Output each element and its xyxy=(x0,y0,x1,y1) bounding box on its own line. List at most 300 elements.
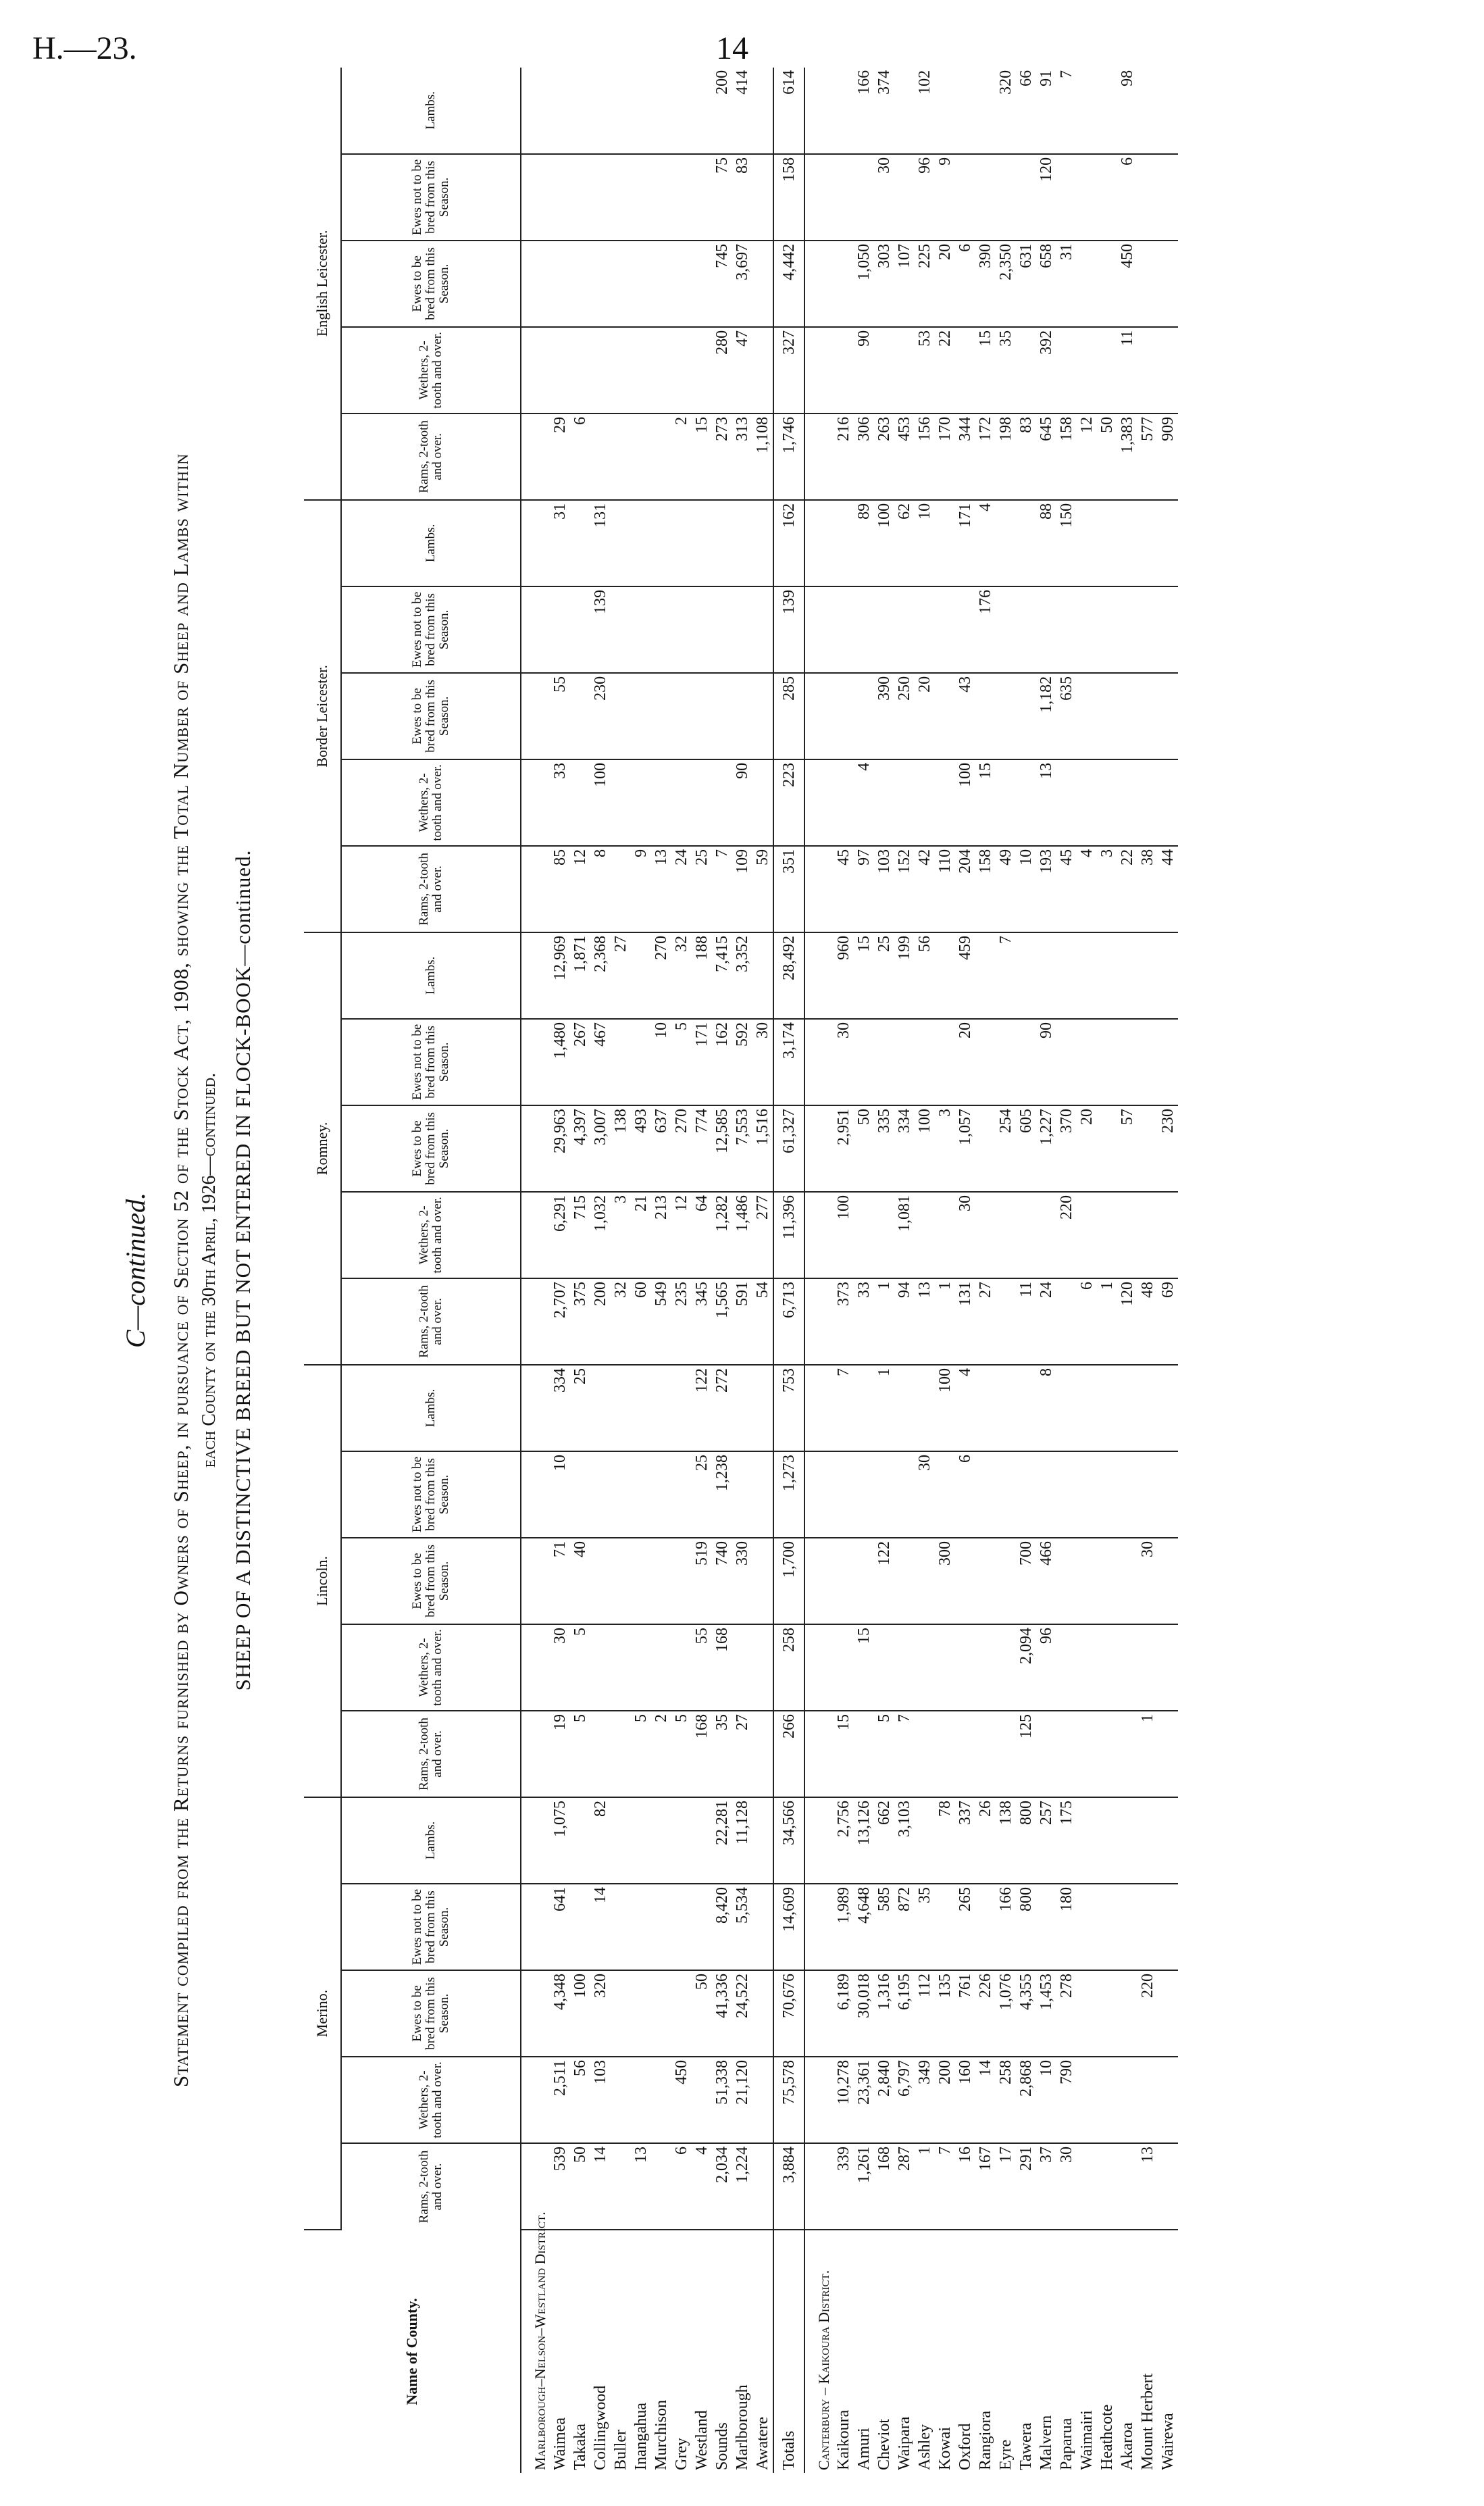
cell-value xyxy=(752,1365,773,1451)
cell-value xyxy=(1117,1019,1137,1105)
cell-value: 273 xyxy=(712,414,732,500)
cell-value: 167 xyxy=(975,2143,996,2230)
cell-value xyxy=(570,154,590,241)
cell-value xyxy=(996,586,1016,673)
table-row xyxy=(854,68,874,2473)
cell-value xyxy=(712,673,732,759)
cell-value: 7 xyxy=(996,932,1016,1019)
cell-value xyxy=(611,1019,631,1105)
cell-value: 220 xyxy=(1056,1192,1077,1278)
subcol-header-ewes-bred: Ewes to be bred from this Season. xyxy=(341,1538,521,1624)
cell-value xyxy=(975,1884,996,1970)
cell-value xyxy=(935,500,955,586)
cell-value xyxy=(1137,68,1158,154)
cell-value xyxy=(996,759,1016,846)
subcol-header-wethers: Wethers, 2-tooth and over. xyxy=(341,1192,521,1278)
cell-value: 320 xyxy=(590,1970,611,2057)
cell-value xyxy=(1097,154,1117,241)
cell-value: 5 xyxy=(631,1711,651,1797)
county-name: Amuri xyxy=(855,2428,873,2470)
cell-value: 30 xyxy=(915,1451,935,1538)
cell-value: 265 xyxy=(955,1884,975,1970)
cell-value xyxy=(975,1538,996,1624)
cell-value xyxy=(1117,2143,1137,2230)
county-name: Grey xyxy=(673,2438,690,2470)
county-name: Ashley xyxy=(916,2424,933,2470)
cell-value xyxy=(1097,1451,1117,1538)
cell-value xyxy=(1158,1970,1178,2057)
county-name: Eyre xyxy=(997,2439,1015,2470)
cell-value: 15 xyxy=(854,1624,874,1711)
cell-value: 103 xyxy=(874,846,894,932)
cell-value xyxy=(550,241,570,327)
cell-value: 45 xyxy=(834,846,854,932)
cell-value: 4 xyxy=(1077,846,1097,932)
cell-value xyxy=(1056,1278,1077,1365)
cell-value xyxy=(692,154,712,241)
cell-value xyxy=(955,586,975,673)
cell-value xyxy=(1137,500,1158,586)
cell-value xyxy=(975,1192,996,1278)
cell-value: 90 xyxy=(732,759,752,846)
cell-value: 175 xyxy=(1056,1797,1077,1884)
table-row xyxy=(732,68,752,2473)
table-row xyxy=(1117,68,1137,2473)
cell-value xyxy=(1077,1884,1097,1970)
cell-value xyxy=(570,500,590,586)
cell-value: 29 xyxy=(550,414,570,500)
cell-value xyxy=(752,2057,773,2143)
subcol-header-wethers: Wethers, 2-tooth and over. xyxy=(341,2057,521,2143)
cell-value: 216 xyxy=(834,414,854,500)
cell-value: 3,352 xyxy=(732,932,752,1019)
cell-value xyxy=(1158,673,1178,759)
cell-value xyxy=(1137,932,1158,1019)
table-row xyxy=(935,68,955,2473)
county-name: Waimea xyxy=(551,2417,569,2470)
cell-value xyxy=(651,1884,671,1970)
cell-value xyxy=(1117,673,1137,759)
cell-value: 78 xyxy=(935,1797,955,1884)
cell-value: 90 xyxy=(1036,1019,1056,1105)
cell-value: 4,348 xyxy=(550,1970,570,2057)
cell-value xyxy=(1158,2143,1178,2230)
cell-value: 373 xyxy=(834,1278,854,1365)
cell-value xyxy=(874,586,894,673)
cell-value: 158 xyxy=(773,154,804,241)
table-row xyxy=(1016,68,1036,2473)
cell-value: 872 xyxy=(894,1884,915,1970)
cell-value: 51,338 xyxy=(712,2057,732,2143)
cell-value xyxy=(752,1884,773,1970)
cell-value xyxy=(611,586,631,673)
cell-value xyxy=(752,1797,773,1884)
cell-value xyxy=(915,1624,935,1711)
cell-value: 50 xyxy=(854,1105,874,1192)
cell-value xyxy=(834,500,854,586)
cell-value: 91 xyxy=(1036,68,1056,154)
cell-value: 337 xyxy=(955,1797,975,1884)
cell-value: 272 xyxy=(712,1365,732,1451)
subcol-header-ewes-not-bred: Ewes not to be bred from this Season. xyxy=(341,154,521,241)
cell-value xyxy=(631,1624,651,1711)
cell-value xyxy=(996,1451,1016,1538)
cell-value xyxy=(1077,327,1097,414)
cell-value: 168 xyxy=(692,1711,712,1797)
cell-value xyxy=(631,759,651,846)
cell-value: 2,350 xyxy=(996,241,1016,327)
cell-value xyxy=(1158,1797,1178,1884)
cell-value: 3,174 xyxy=(773,1019,804,1105)
cell-value: 7 xyxy=(1056,68,1077,154)
cell-value xyxy=(996,500,1016,586)
cell-value xyxy=(1077,68,1097,154)
cell-value xyxy=(975,68,996,154)
cell-value xyxy=(1077,1192,1097,1278)
cell-value xyxy=(935,932,955,1019)
cell-value xyxy=(631,241,651,327)
cell-value xyxy=(671,1451,692,1538)
cell-value: 9 xyxy=(631,846,651,932)
cell-value xyxy=(955,1624,975,1711)
cell-value xyxy=(752,154,773,241)
cell-value: 125 xyxy=(1016,1711,1036,1797)
county-name: Kowai xyxy=(936,2427,954,2470)
cell-value xyxy=(611,154,631,241)
cell-value: 1 xyxy=(915,2143,935,2230)
cell-value: 1,108 xyxy=(752,414,773,500)
cell-value: 69 xyxy=(1158,1278,1178,1365)
cell-value xyxy=(752,1624,773,1711)
cell-value: 6,713 xyxy=(773,1278,804,1365)
breed-header-lincoln: Lincoln. xyxy=(304,1365,341,1797)
cell-value xyxy=(996,1624,1016,1711)
breed-header-border-leicester: Border Leicester. xyxy=(304,500,341,932)
cell-value: 31 xyxy=(550,500,570,586)
cell-value: 753 xyxy=(773,1365,804,1451)
cell-value xyxy=(671,1624,692,1711)
cell-value: 20 xyxy=(935,241,955,327)
cell-value: 112 xyxy=(915,1970,935,2057)
cell-value xyxy=(1016,759,1036,846)
cell-value xyxy=(651,500,671,586)
cell-value: 200 xyxy=(712,68,732,154)
cell-value xyxy=(1036,1451,1056,1538)
cell-value: 27 xyxy=(732,1711,752,1797)
cell-value: 200 xyxy=(590,1278,611,1365)
cell-value xyxy=(752,68,773,154)
table-row xyxy=(874,68,894,2473)
cell-value: 14 xyxy=(590,1884,611,1970)
cell-value: 32 xyxy=(611,1278,631,1365)
cell-value: 291 xyxy=(1016,2143,1036,2230)
table-row xyxy=(712,68,732,2473)
cell-value xyxy=(915,1019,935,1105)
cell-value xyxy=(1077,1711,1097,1797)
cell-value xyxy=(611,1624,631,1711)
cell-value: 96 xyxy=(1036,1624,1056,1711)
breed-header-english-leicester: English Leicester. xyxy=(304,68,341,500)
cell-value xyxy=(631,1451,651,1538)
cell-value xyxy=(671,154,692,241)
cell-value: 100 xyxy=(915,1105,935,1192)
cell-value xyxy=(1077,1797,1097,1884)
cell-value: 277 xyxy=(752,1192,773,1278)
cell-value: 1,453 xyxy=(1036,1970,1056,2057)
cell-value: 82 xyxy=(590,1797,611,1884)
cell-value xyxy=(631,154,651,241)
cell-value xyxy=(1097,1884,1117,1970)
cell-value: 23,361 xyxy=(854,2057,874,2143)
cell-value xyxy=(975,1624,996,1711)
cell-value: 160 xyxy=(955,2057,975,2143)
cell-value xyxy=(1117,1970,1137,2057)
cell-value xyxy=(732,673,752,759)
cell-value: 1,486 xyxy=(732,1192,752,1278)
cell-value: 2,951 xyxy=(834,1105,854,1192)
subcol-header-rams: Rams, 2-tooth and over. xyxy=(341,846,521,932)
cell-value: 700 xyxy=(1016,1538,1036,1624)
cell-value: 21 xyxy=(631,1192,651,1278)
cell-value: 30 xyxy=(834,1019,854,1105)
sheep-table xyxy=(304,68,1178,2473)
cell-value xyxy=(1097,1192,1117,1278)
cell-value: 152 xyxy=(894,846,915,932)
cell-value xyxy=(975,1019,996,1105)
cell-value xyxy=(631,327,651,414)
cell-value: 10 xyxy=(1036,2057,1056,2143)
cell-value: 156 xyxy=(915,414,935,500)
cell-value xyxy=(590,241,611,327)
cell-value: 12 xyxy=(1077,414,1097,500)
cell-value xyxy=(1158,1019,1178,1105)
cell-value xyxy=(611,1884,631,1970)
cell-value xyxy=(874,1451,894,1538)
cell-value: 1,075 xyxy=(550,1797,570,1884)
cell-value xyxy=(1137,1624,1158,1711)
cell-value xyxy=(752,759,773,846)
cell-value xyxy=(712,586,732,673)
cell-value xyxy=(611,673,631,759)
cell-value xyxy=(590,1624,611,1711)
cell-value: 22 xyxy=(935,327,955,414)
cell-value: 83 xyxy=(732,154,752,241)
county-name: Collingwood xyxy=(592,2385,609,2470)
cell-value: 48 xyxy=(1137,1278,1158,1365)
cell-value: 100 xyxy=(935,1365,955,1451)
cell-value xyxy=(1158,932,1178,1019)
cell-value: 50 xyxy=(692,1970,712,2057)
cell-value xyxy=(1016,500,1036,586)
cell-value xyxy=(935,68,955,154)
cell-value: 12 xyxy=(671,1192,692,1278)
cell-value xyxy=(996,1538,1016,1624)
county-name: Buller xyxy=(612,2430,630,2470)
cell-value xyxy=(1016,1451,1036,1538)
cell-value: 1,480 xyxy=(550,1019,570,1105)
cell-value: 637 xyxy=(651,1105,671,1192)
cell-value xyxy=(935,586,955,673)
cell-value: 62 xyxy=(894,500,915,586)
cell-value xyxy=(671,500,692,586)
cell-value: 59 xyxy=(752,846,773,932)
cell-value xyxy=(834,673,854,759)
cell-value: 1,516 xyxy=(752,1105,773,1192)
cell-value xyxy=(732,1624,752,1711)
cell-value: 960 xyxy=(834,932,854,1019)
cell-value: 450 xyxy=(1117,241,1137,327)
cell-value: 89 xyxy=(854,500,874,586)
county-name: Awatere xyxy=(754,2416,771,2470)
cell-value: 30 xyxy=(752,1019,773,1105)
cell-value xyxy=(1117,1365,1137,1451)
cell-value: 6,291 xyxy=(550,1192,570,1278)
cell-value: 193 xyxy=(1036,846,1056,932)
cell-value: 180 xyxy=(1056,1884,1077,1970)
cell-value: 171 xyxy=(692,1019,712,1105)
cell-value: 230 xyxy=(1158,1105,1178,1192)
county-name: Paparua xyxy=(1058,2417,1075,2470)
cell-value xyxy=(671,673,692,759)
cell-value xyxy=(1077,1451,1097,1538)
cell-value: 97 xyxy=(854,846,874,932)
cell-value xyxy=(1097,1019,1117,1105)
cell-value xyxy=(935,759,955,846)
cell-value: 270 xyxy=(651,932,671,1019)
cell-value: 10,278 xyxy=(834,2057,854,2143)
cell-value: 250 xyxy=(894,673,915,759)
cell-value xyxy=(570,68,590,154)
cell-value xyxy=(1097,2057,1117,2143)
cell-value: 7 xyxy=(712,846,732,932)
cell-value: 9 xyxy=(935,154,955,241)
cell-value: 2,094 xyxy=(1016,1624,1036,1711)
cell-value xyxy=(590,414,611,500)
cell-value: 7,415 xyxy=(712,932,732,1019)
cell-value: 3,697 xyxy=(732,241,752,327)
county-name: Malvern xyxy=(1038,2415,1055,2470)
cell-value: 96 xyxy=(915,154,935,241)
cell-value: 5 xyxy=(874,1711,894,1797)
cell-value xyxy=(1097,500,1117,586)
cell-value xyxy=(1117,1797,1137,1884)
cell-value: 13 xyxy=(915,1278,935,1365)
cell-value: 745 xyxy=(712,241,732,327)
cell-value xyxy=(996,1711,1016,1797)
cell-value: 85 xyxy=(550,846,570,932)
cell-value: 614 xyxy=(773,68,804,154)
cell-value xyxy=(570,327,590,414)
cell-value: 55 xyxy=(692,1624,712,1711)
cell-value xyxy=(935,673,955,759)
cell-value: 1,081 xyxy=(894,1192,915,1278)
cell-value xyxy=(1097,1365,1117,1451)
cell-value: 2,756 xyxy=(834,1797,854,1884)
cell-value xyxy=(1097,1711,1117,1797)
cell-value: 71 xyxy=(550,1538,570,1624)
cell-value xyxy=(834,759,854,846)
cell-value xyxy=(651,673,671,759)
cell-value: 12,969 xyxy=(550,932,570,1019)
cell-value xyxy=(1097,241,1117,327)
cell-value: 414 xyxy=(732,68,752,154)
cell-value: 266 xyxy=(773,1711,804,1797)
table-row xyxy=(1036,68,1056,2473)
cell-value: 2,707 xyxy=(550,1278,570,1365)
cell-value: 320 xyxy=(996,68,1016,154)
subcol-header-lambs: Lambs. xyxy=(341,68,521,154)
cell-value: 375 xyxy=(570,1278,590,1365)
cell-value: 6 xyxy=(671,2143,692,2230)
cell-value xyxy=(894,1365,915,1451)
cell-value xyxy=(1097,2143,1117,2230)
cell-value xyxy=(570,1884,590,1970)
cell-value: 344 xyxy=(955,414,975,500)
county-name: Mount Herbert xyxy=(1139,2373,1156,2470)
cell-value: 6,797 xyxy=(894,2057,915,2143)
cell-value: 30 xyxy=(1137,1538,1158,1624)
cell-value: 3,884 xyxy=(773,2143,804,2230)
cell-value xyxy=(1077,586,1097,673)
cell-value xyxy=(1016,327,1036,414)
cell-value: 35 xyxy=(915,1884,935,1970)
cell-value: 641 xyxy=(550,1884,570,1970)
cell-value xyxy=(611,759,631,846)
table-row xyxy=(1137,68,1158,2473)
cell-value: 4,355 xyxy=(1016,1970,1036,2057)
totals-row xyxy=(773,68,804,2473)
cell-value xyxy=(651,1451,671,1538)
cell-value xyxy=(651,1970,671,2057)
cell-value xyxy=(1158,1365,1178,1451)
cell-value: 1 xyxy=(1097,1278,1117,1365)
cell-value: 3 xyxy=(1097,846,1117,932)
cell-value xyxy=(1036,1192,1056,1278)
cell-value: 230 xyxy=(590,673,611,759)
cell-value: 109 xyxy=(732,846,752,932)
cell-value: 28,492 xyxy=(773,932,804,1019)
cell-value: 13,126 xyxy=(854,1797,874,1884)
cell-value: 168 xyxy=(874,2143,894,2230)
table-row xyxy=(651,68,671,2473)
cell-value: 166 xyxy=(996,1884,1016,1970)
cell-value xyxy=(631,414,651,500)
subcol-header-ewes-bred: Ewes to be bred from this Season. xyxy=(341,673,521,759)
cell-value: 55 xyxy=(550,673,570,759)
cell-value: 1,076 xyxy=(996,1970,1016,2057)
cell-value: 370 xyxy=(1056,1105,1077,1192)
cell-value xyxy=(874,1019,894,1105)
cell-value: 20 xyxy=(1077,1105,1097,1192)
cell-value xyxy=(1137,1019,1158,1105)
cell-value: 25 xyxy=(570,1365,590,1451)
page-number: 14 xyxy=(716,30,748,66)
cell-value xyxy=(671,327,692,414)
cell-value: 11 xyxy=(1117,327,1137,414)
cell-value: 11 xyxy=(1016,1278,1036,1365)
cell-value: 139 xyxy=(773,586,804,673)
cell-value xyxy=(935,1884,955,1970)
cell-value xyxy=(1056,154,1077,241)
cell-value xyxy=(1117,2057,1137,2143)
cell-value xyxy=(671,586,692,673)
cell-value xyxy=(611,1970,631,2057)
cell-value: 334 xyxy=(894,1105,915,1192)
cell-value xyxy=(611,68,631,154)
cell-value: 1,227 xyxy=(1036,1105,1056,1192)
cell-value: 200 xyxy=(935,2057,955,2143)
cell-value: 100 xyxy=(874,500,894,586)
